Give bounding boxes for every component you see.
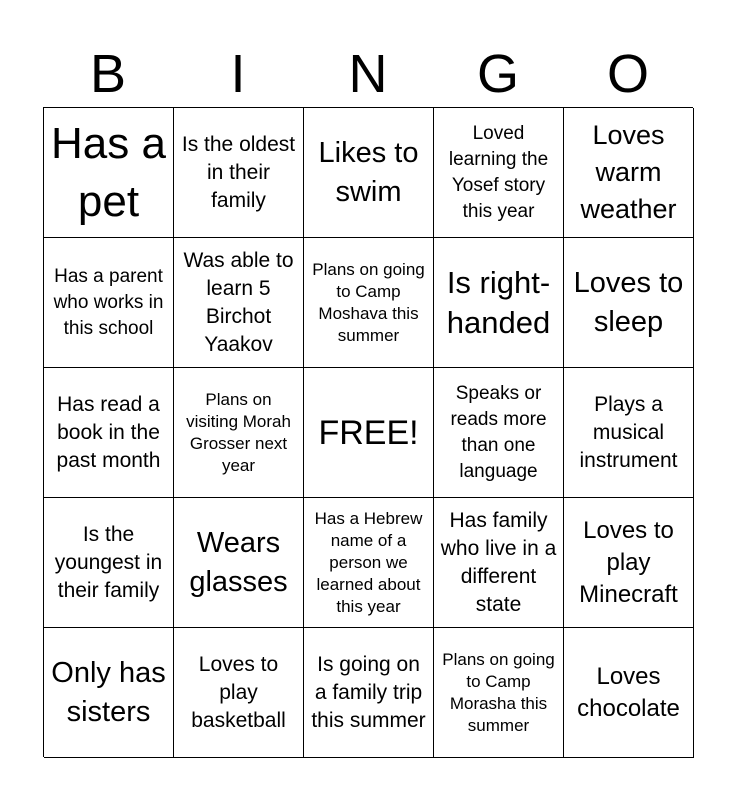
bingo-cell[interactable]: Loved learning the Yosef story this year: [434, 108, 564, 238]
bingo-cell[interactable]: Loves to play basketball: [174, 628, 304, 758]
bingo-cell[interactable]: Is right-handed: [434, 238, 564, 368]
bingo-cell[interactable]: Loves to play Minecraft: [564, 498, 694, 628]
bingo-cell[interactable]: Has a Hebrew name of a person we learned about this year: [304, 498, 434, 628]
bingo-cell[interactable]: Is going on a family trip this summer: [304, 628, 434, 758]
bingo-cell[interactable]: Has read a book in the past month: [44, 368, 174, 498]
header-letter-o: O: [606, 44, 649, 104]
bingo-cell[interactable]: Is the oldest in their family: [174, 108, 304, 238]
bingo-cell[interactable]: Plans on going to Camp Morasha this summer: [434, 628, 564, 758]
bingo-cell[interactable]: Loves chocolate: [564, 628, 694, 758]
bingo-cell[interactable]: Only has sisters: [44, 628, 174, 758]
bingo-cell[interactable]: Has a parent who works in this school: [44, 238, 174, 368]
bingo-cell[interactable]: Plans on going to Camp Moshava this summer: [304, 238, 434, 368]
bingo-cell[interactable]: Loves warm weather: [564, 108, 694, 238]
bingo-cell[interactable]: Has a pet: [44, 108, 174, 238]
bingo-cell[interactable]: Was able to learn 5 Birchot Yaakov: [174, 238, 304, 368]
free-space-cell[interactable]: FREE!: [304, 368, 434, 498]
bingo-cell[interactable]: Is the youngest in their family: [44, 498, 174, 628]
bingo-cell[interactable]: Wears glasses: [174, 498, 304, 628]
header-letter-g: G: [476, 44, 519, 104]
bingo-header: [43, 42, 693, 106]
bingo-cell[interactable]: Speaks or reads more than one language: [434, 368, 564, 498]
bingo-cell[interactable]: Plans on visiting Morah Grosser next year: [174, 368, 304, 498]
bingo-cell[interactable]: Has family who live in a different state: [434, 498, 564, 628]
bingo-cell[interactable]: Likes to swim: [304, 108, 434, 238]
bingo-grid: [43, 107, 693, 757]
bingo-cell[interactable]: Loves to sleep: [564, 238, 694, 368]
bingo-cell[interactable]: Plays a musical instrument: [564, 368, 694, 498]
header-letter-b: B: [89, 44, 127, 104]
header-letter-i: I: [230, 44, 246, 104]
header-letter-n: N: [348, 44, 388, 104]
